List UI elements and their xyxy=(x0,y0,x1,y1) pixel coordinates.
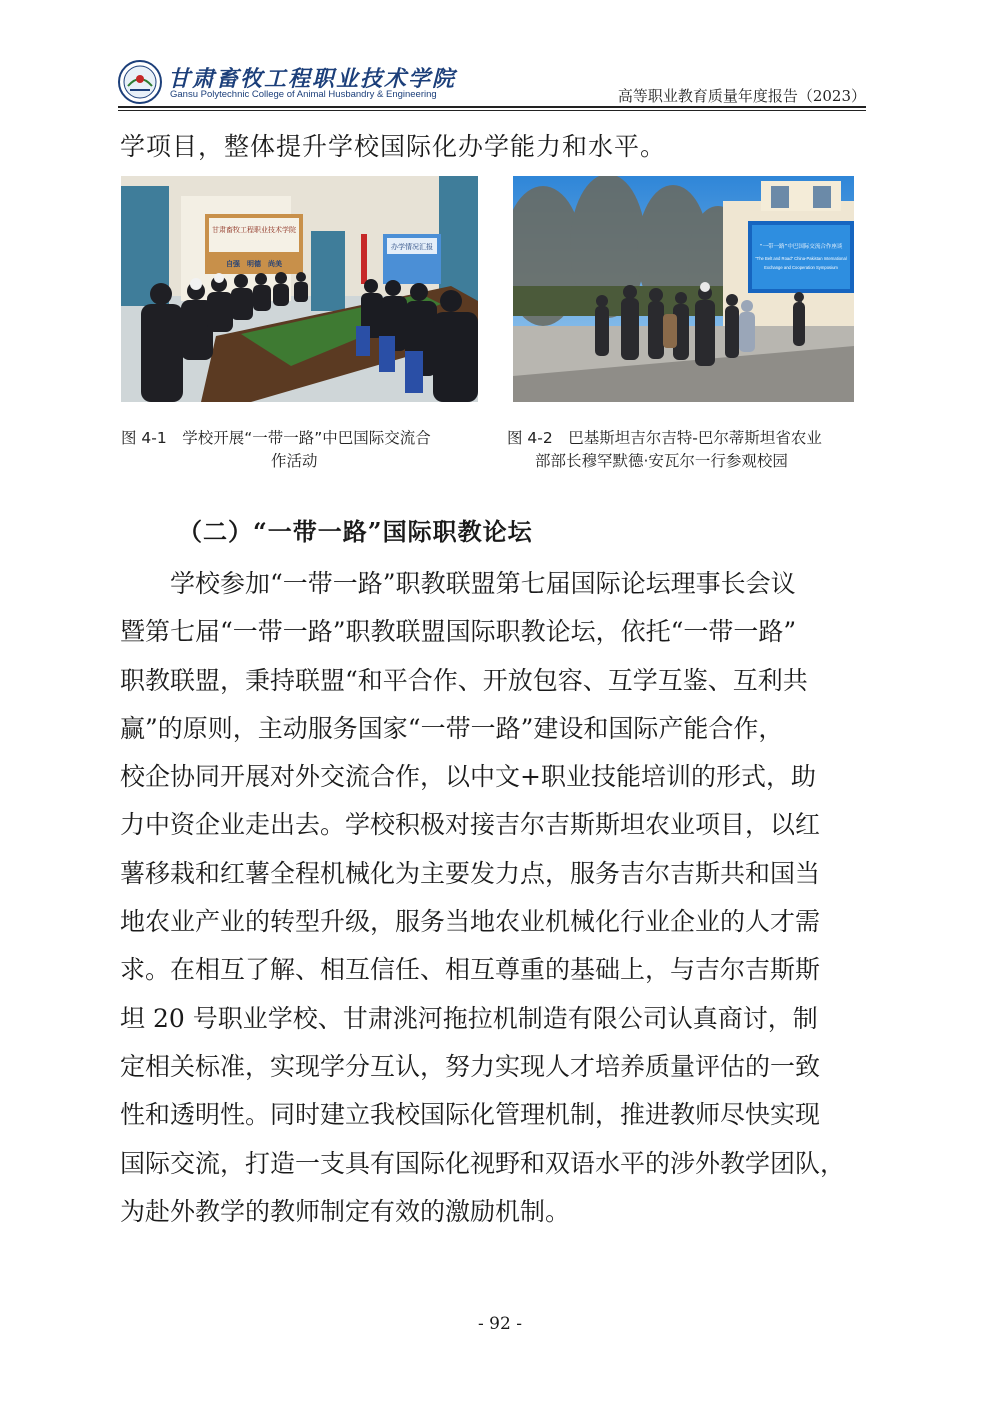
body-line: 国际交流，打造一支具有国际化视野和双语水平的涉外教学团队， xyxy=(120,1148,846,1178)
figure-4-2-caption-line2: 部部长穆罕默德·安瓦尔一行参观校园 xyxy=(535,452,788,470)
body-line: 坦 20 号职业学校、甘肃洮河拖拉机制造有限公司认真商讨，制 xyxy=(120,1003,818,1033)
header-rule xyxy=(118,106,866,108)
intro-line: 学项目，整体提升学校国际化办学能力和水平。 xyxy=(120,132,667,161)
body-line: 暨第七届“一带一路”职教联盟国际职教论坛，依托“一带一路” xyxy=(120,617,797,647)
body-line: 职教联盟，秉持联盟“和平合作、开放包容、互学互鉴、互利共 xyxy=(120,665,808,695)
billboard-line3: Exchange and Cooperation Symposium xyxy=(764,265,838,270)
figure-4-1-caption-line2: 作活动 xyxy=(271,452,318,470)
school-name-en: Gansu Polytechnic College of Animal Husbandry & Engineering xyxy=(170,89,437,100)
body-paragraph xyxy=(120,560,870,1236)
page-header xyxy=(118,58,866,110)
page-number: - 92 - xyxy=(478,1314,522,1334)
header-rule-thin xyxy=(118,110,866,111)
report-title: 高等职业教育质量年度报告（2023） xyxy=(617,87,866,105)
figure-4-1-caption-line1: 图 4-1 学校开展“一带一路”中巴国际交流合 xyxy=(121,429,431,447)
billboard-line2: “The Belt and Road” China-Pakistan International xyxy=(755,256,847,261)
college-logo-icon xyxy=(118,60,162,104)
meeting-banner-text: 甘肃畜牧工程职业技术学院 xyxy=(212,226,296,234)
body-line: 校企协同开展对外交流合作，以中文+职业技能培训的形式，助 xyxy=(120,762,816,792)
meeting-banner-sub: 自强 明德 尚美 xyxy=(226,260,282,268)
body-line: 学校参加“一带一路”职教联盟第七届国际论坛理事长会议 xyxy=(120,569,796,598)
body-line: 为赴外教学的教师制定有效的激励机制。 xyxy=(120,1196,571,1226)
body-line: 力中资企业走出去。学校积极对接吉尔吉斯斯坦农业项目，以红 xyxy=(120,810,821,840)
body-line: 求。在相互了解、相互信任、相互尊重的基础上，与吉尔吉斯斯 xyxy=(120,955,821,985)
figure-4-2-caption-line1: 图 4-2 巴基斯坦吉尔吉特-巴尔蒂斯坦省农业 xyxy=(507,429,822,447)
body-line: 地农业产业的转型升级，服务当地农业机械化行业企业的人才需 xyxy=(120,907,821,937)
body-line: 赢”的原则，主动服务国家“一带一路”建设和国际产能合作， xyxy=(120,713,784,743)
section-heading: （二）“一带一路”国际职教论坛 xyxy=(178,517,533,546)
billboard-line1: “一带一路”中巴国际交流合作座谈 xyxy=(759,244,843,250)
body-line: 薯移栽和红薯全程机械化为主要发力点，服务吉尔吉斯共和国当 xyxy=(120,858,821,888)
meeting-screen-text: 办学情况汇报 xyxy=(391,243,433,251)
photo-campus xyxy=(513,176,854,402)
school-name-cn: 甘肃畜牧工程职业技术学院 xyxy=(168,66,457,92)
body-line: 性和透明性。同时建立我校国际化管理机制，推进教师尽快实现 xyxy=(120,1100,821,1130)
body-line: 定相关标准，实现学分互认，努力实现人才培养质量评估的一致 xyxy=(120,1051,821,1081)
photo-meeting xyxy=(121,176,478,402)
